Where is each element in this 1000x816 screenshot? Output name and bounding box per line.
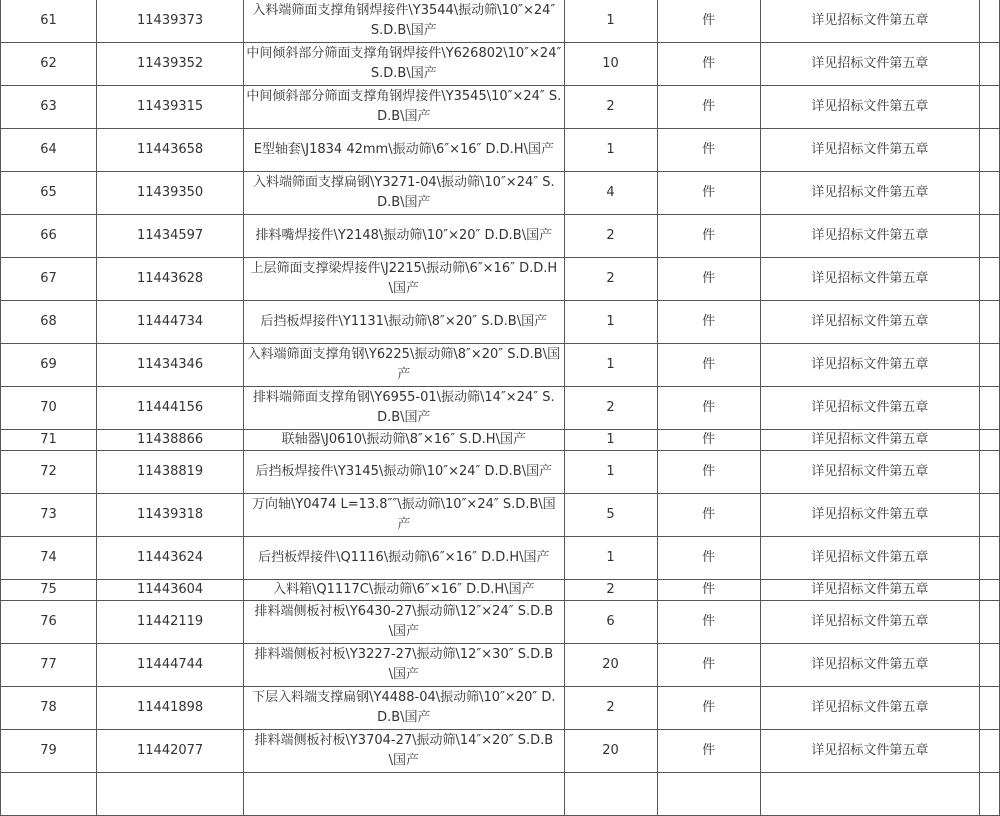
row-desc-cell: 联轴器\J0610\振动筛\8″×16″ S.D.H\国产 (244, 430, 564, 451)
row-desc-cell: 后挡板焊接件\Q1116\振动筛\6″×16″ D.D.H\国产 (244, 537, 564, 580)
row-code-cell: 11443658 (97, 129, 244, 172)
row-desc-cell: 排料端侧板衬板\Y3704-27\振动筛\14″×20″ S.D.B\国产 (244, 730, 564, 773)
row-qty-cell: 1 (564, 344, 657, 387)
table-row (1, 687, 1000, 730)
row-note-cell: 详见招标文件第五章 (760, 129, 980, 172)
row-qty-cell: 1 (564, 129, 657, 172)
row-seq-cell: 65 (1, 172, 97, 215)
row-seq-cell: 69 (1, 344, 97, 387)
row-unit-cell: 件 (657, 580, 760, 601)
row-desc-cell: 入料端筛面支撑扁钢\Y3271-04\振动筛\10″×24″ S.D.B\国产 (244, 172, 564, 215)
row-seq-cell: 72 (1, 451, 97, 494)
row-seq-cell: 68 (1, 301, 97, 344)
row-code-cell: 11441898 (97, 687, 244, 730)
row-edge-cell (980, 537, 1000, 580)
row-qty-cell: 4 (564, 172, 657, 215)
row-seq-cell: 61 (1, 0, 97, 43)
row-qty-cell: 2 (564, 258, 657, 301)
row-note-cell: 详见招标文件第五章 (760, 730, 980, 773)
row-edge-cell (980, 215, 1000, 258)
partial-cell (97, 773, 244, 816)
row-desc-cell: 后挡板焊接件\Y3145\振动筛\10″×24″ D.D.B\国产 (244, 451, 564, 494)
row-unit-cell: 件 (657, 644, 760, 687)
table-row (1, 494, 1000, 537)
row-desc-cell: 入料端筛面支撑角钢焊接件\Y3544\振动筛\10″×24″ S.D.B\国产 (244, 0, 564, 43)
row-seq-cell: 70 (1, 387, 97, 430)
row-code-cell: 11439315 (97, 86, 244, 129)
row-code-cell: 11439318 (97, 494, 244, 537)
row-qty-cell: 10 (564, 43, 657, 86)
row-unit-cell: 件 (657, 215, 760, 258)
partial-cell (760, 773, 980, 816)
row-qty-cell: 20 (564, 644, 657, 687)
row-code-cell: 11439352 (97, 43, 244, 86)
row-note-cell: 详见招标文件第五章 (760, 430, 980, 451)
row-seq-cell: 64 (1, 129, 97, 172)
table-row (1, 387, 1000, 430)
row-desc-cell: 中间倾斜部分筛面支撑角钢焊接件\Y626802\10″×24″ S.D.B\国产 (244, 43, 564, 86)
row-desc-cell: 排料端侧板衬板\Y3227-27\振动筛\12″×30″ S.D.B\国产 (244, 644, 564, 687)
table-row (1, 601, 1000, 644)
row-note-cell: 详见招标文件第五章 (760, 451, 980, 494)
row-code-cell: 11439373 (97, 0, 244, 43)
row-qty-cell: 1 (564, 451, 657, 494)
table-row (1, 0, 1000, 43)
row-code-cell: 11434597 (97, 215, 244, 258)
table-row (1, 451, 1000, 494)
table-row (1, 301, 1000, 344)
row-seq-cell: 76 (1, 601, 97, 644)
row-unit-cell: 件 (657, 730, 760, 773)
row-qty-cell: 2 (564, 387, 657, 430)
row-edge-cell (980, 687, 1000, 730)
row-desc-cell: 后挡板焊接件\Y1131\振动筛\8″×20″ S.D.B\国产 (244, 301, 564, 344)
row-desc-cell: 入料端筛面支撑角钢\Y6225\振动筛\8″×20″ S.D.B\国产 (244, 344, 564, 387)
partial-cell (1, 773, 97, 816)
row-note-cell: 详见招标文件第五章 (760, 215, 980, 258)
partial-cell (980, 773, 1000, 816)
row-unit-cell: 件 (657, 301, 760, 344)
row-seq-cell: 63 (1, 86, 97, 129)
row-unit-cell: 件 (657, 258, 760, 301)
row-seq-cell: 74 (1, 537, 97, 580)
row-unit-cell: 件 (657, 494, 760, 537)
row-note-cell: 详见招标文件第五章 (760, 687, 980, 730)
row-unit-cell: 件 (657, 43, 760, 86)
row-code-cell: 11444734 (97, 301, 244, 344)
row-edge-cell (980, 387, 1000, 430)
row-edge-cell (980, 451, 1000, 494)
row-code-cell: 11442077 (97, 730, 244, 773)
row-edge-cell (980, 258, 1000, 301)
row-seq-cell: 73 (1, 494, 97, 537)
partial-cell (657, 773, 760, 816)
row-code-cell: 11443604 (97, 580, 244, 601)
row-code-cell: 11438819 (97, 451, 244, 494)
row-desc-cell: 万向轴\Y0474 L=13.8″″\振动筛\10″×24″ S.D.B\国产 (244, 494, 564, 537)
row-seq-cell: 79 (1, 730, 97, 773)
row-unit-cell: 件 (657, 601, 760, 644)
row-edge-cell (980, 129, 1000, 172)
row-unit-cell: 件 (657, 387, 760, 430)
row-edge-cell (980, 601, 1000, 644)
row-qty-cell: 2 (564, 86, 657, 129)
row-edge-cell (980, 172, 1000, 215)
row-edge-cell (980, 43, 1000, 86)
row-unit-cell: 件 (657, 430, 760, 451)
row-code-cell: 11444156 (97, 387, 244, 430)
row-code-cell: 11443628 (97, 258, 244, 301)
table-row-partial (1, 773, 1000, 816)
row-note-cell: 详见招标文件第五章 (760, 43, 980, 86)
row-note-cell: 详见招标文件第五章 (760, 644, 980, 687)
row-edge-cell (980, 644, 1000, 687)
row-note-cell: 详见招标文件第五章 (760, 601, 980, 644)
table-row (1, 258, 1000, 301)
table-row (1, 86, 1000, 129)
row-code-cell: 11438866 (97, 430, 244, 451)
row-desc-cell: 排料嘴焊接件\Y2148\振动筛\10″×20″ D.D.B\国产 (244, 215, 564, 258)
table-row (1, 580, 1000, 601)
row-code-cell: 11439350 (97, 172, 244, 215)
row-unit-cell: 件 (657, 687, 760, 730)
row-note-cell: 详见招标文件第五章 (760, 580, 980, 601)
row-note-cell: 详见招标文件第五章 (760, 537, 980, 580)
row-qty-cell: 2 (564, 687, 657, 730)
row-seq-cell: 77 (1, 644, 97, 687)
row-unit-cell: 件 (657, 172, 760, 215)
row-unit-cell: 件 (657, 451, 760, 494)
row-seq-cell: 71 (1, 430, 97, 451)
row-seq-cell: 75 (1, 580, 97, 601)
row-edge-cell (980, 730, 1000, 773)
row-qty-cell: 2 (564, 215, 657, 258)
row-note-cell: 详见招标文件第五章 (760, 344, 980, 387)
row-desc-cell: 排料端侧板衬板\Y6430-27\振动筛\12″×24″ S.D.B\国产 (244, 601, 564, 644)
row-note-cell: 详见招标文件第五章 (760, 494, 980, 537)
row-edge-cell (980, 301, 1000, 344)
row-edge-cell (980, 580, 1000, 601)
row-desc-cell: 中间倾斜部分筛面支撑角钢焊接件\Y3545\10″×24″ S.D.B\国产 (244, 86, 564, 129)
row-note-cell: 详见招标文件第五章 (760, 86, 980, 129)
row-edge-cell (980, 344, 1000, 387)
row-seq-cell: 67 (1, 258, 97, 301)
row-qty-cell: 1 (564, 0, 657, 43)
row-code-cell: 11434346 (97, 344, 244, 387)
row-code-cell: 11443624 (97, 537, 244, 580)
row-qty-cell: 1 (564, 430, 657, 451)
table-row (1, 730, 1000, 773)
table-row (1, 172, 1000, 215)
row-qty-cell: 20 (564, 730, 657, 773)
row-seq-cell: 66 (1, 215, 97, 258)
row-note-cell: 详见招标文件第五章 (760, 258, 980, 301)
row-edge-cell (980, 0, 1000, 43)
row-note-cell: 详见招标文件第五章 (760, 172, 980, 215)
table-row (1, 430, 1000, 451)
row-desc-cell: 上层筛面支撑梁焊接件\J2215\振动筛\6″×16″ D.D.H\国产 (244, 258, 564, 301)
row-edge-cell (980, 494, 1000, 537)
row-edge-cell (980, 430, 1000, 451)
row-desc-cell: 排料端筛面支撑角钢\Y6955-01\振动筛\14″×24″ S.D.B\国产 (244, 387, 564, 430)
row-qty-cell: 1 (564, 537, 657, 580)
row-qty-cell: 5 (564, 494, 657, 537)
row-qty-cell: 1 (564, 301, 657, 344)
table-row (1, 129, 1000, 172)
table-row (1, 644, 1000, 687)
row-code-cell: 11442119 (97, 601, 244, 644)
table-row (1, 43, 1000, 86)
row-note-cell: 详见招标文件第五章 (760, 387, 980, 430)
row-unit-cell: 件 (657, 86, 760, 129)
row-qty-cell: 2 (564, 580, 657, 601)
row-note-cell: 详见招标文件第五章 (760, 301, 980, 344)
partial-cell (564, 773, 657, 816)
table-row (1, 537, 1000, 580)
table-row (1, 344, 1000, 387)
row-seq-cell: 78 (1, 687, 97, 730)
row-unit-cell: 件 (657, 129, 760, 172)
table-body (1, 0, 1000, 816)
row-desc-cell: E型轴套\J1834 42mm\振动筛\6″×16″ D.D.H\国产 (244, 129, 564, 172)
row-note-cell: 详见招标文件第五章 (760, 0, 980, 43)
row-desc-cell: 入料箱\Q1117C\振动筛\6″×16″ D.D.H\国产 (244, 580, 564, 601)
row-code-cell: 11444744 (97, 644, 244, 687)
row-edge-cell (980, 86, 1000, 129)
row-seq-cell: 62 (1, 43, 97, 86)
row-desc-cell: 下层入料端支撑扁钢\Y4488-04\振动筛\10″×20″ D.D.B\国产 (244, 687, 564, 730)
partial-cell (244, 773, 564, 816)
row-qty-cell: 6 (564, 601, 657, 644)
row-unit-cell: 件 (657, 0, 760, 43)
row-unit-cell: 件 (657, 537, 760, 580)
table-row (1, 215, 1000, 258)
row-unit-cell: 件 (657, 344, 760, 387)
